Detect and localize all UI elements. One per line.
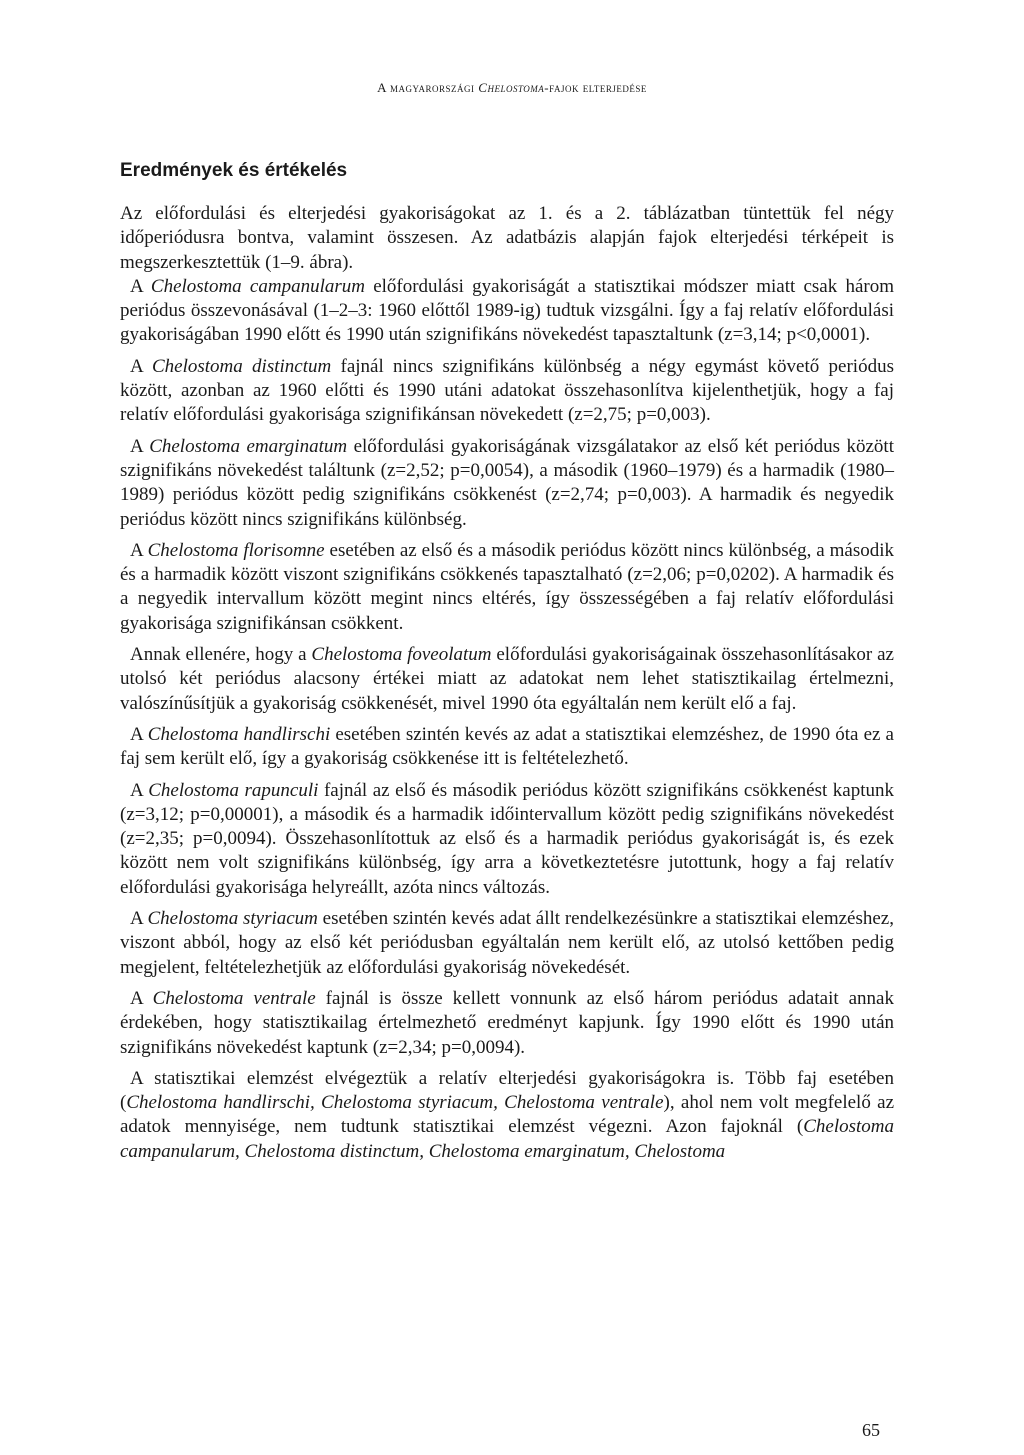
species-name: Chelostoma distinctum [151, 355, 332, 377]
paragraph-text: A [130, 355, 152, 377]
running-head-prefix: A magyarországi [377, 80, 479, 95]
paragraph-text: A [130, 908, 148, 930]
paragraph [120, 202, 894, 275]
paragraph-text: esetében szintén kevés az adat a statisztikai elemzéshez, de 1990 óta ez a faj sem került elő, így a gyakoriság csökkenése itt is feltételezhető. [120, 723, 894, 770]
body-text [120, 202, 894, 1171]
paragraph-text: előfordulási gyakoriságának vizsgálatakor az első két periódus között szignifikáns növekedést találtunk (z=2,52; p=0,0054), a második (1960–1979) és a harmadik (1980–1989) periódus között pedig szignifikáns csökkenést (z=2,74; p=0,003). A harmadik és negyedik periódus között nincs szignifikáns különbség. [120, 435, 894, 530]
paragraph-text: Az előfordulási és elterjedési gyakoriságokat az 1. és a 2. táblázatban tüntettük fel négy időperiódusra bontva, valamint összesen. Az adatbázis alapján fajok elterjedési térképeit is megszerkesztettük (1–9. ábra). [120, 203, 894, 273]
species-name: Chelostoma handlirschi, Chelostoma styriacum, Chelostoma ventrale [126, 1092, 664, 1114]
paragraph [120, 643, 894, 716]
paragraph-text: fajnál nincs szignifikáns különbség a négy egymást követő periódus között, azonban az 1960 előtti és 1990 utáni adatokat összehasonlítva kijelenthetjük, hogy a faj relatív előfordulási gyakorisága szignifikánsan növekedett (z=2,75; p=0,003). [120, 355, 894, 426]
paragraph-text: A [130, 723, 148, 745]
species-name: Chelostoma handlirschi [147, 723, 331, 745]
paragraph-text: A [130, 435, 150, 457]
paragraph-text: fajnál az első és második periódus között szignifikáns csökkenést kaptunk (z=3,12; p=0,00001), a második és a harmadik időintervallum között pedig szignifikáns növekedést (z=2,35; p=0,0094). Összehasonlítottuk az első és a harmadik periódus gyakoriságát is, és ezek között nem volt szignifikáns különbség, így arra a következtetésre jutottunk, hogy a faj relatív előfordulási gyakorisága helyreállt, azóta nincs változás. [120, 779, 894, 898]
paragraph [120, 275, 894, 348]
page-number: 65 [862, 1420, 880, 1440]
paragraph-text: Annak ellenére, hogy a [130, 644, 312, 666]
paragraph-text: fajnál is össze kellett vonnunk az első három periódus adatait annak érdekében, hogy statisztikailag értelmezhető eredményt kapjunk. Így 1990 előtt és 1990 után szignifikáns növekedést kaptunk (z=2,34; p=0,0094). [120, 987, 894, 1058]
paragraph-text: esetében az első és a második periódus között nincs különbség, a második és a harmadik között viszont szignifikáns csökkenés tapasztalható (z=2,06; p=0,0202). A harmadik és a negyedik intervallum között megint nincs eltérés, így összességében a faj relatív előfordulási gyakorisága szignifikánsan csökkent. [120, 539, 894, 634]
paragraph [120, 907, 894, 980]
running-head-suffix: -fajok elterjedése [544, 80, 647, 95]
species-name: Chelostoma florisomne [147, 539, 325, 561]
paragraph-text: előfordulási gyakoriságainak összehasonlításakor az utolsó két periódus alacsony értékei miatt az adatokat nem lehet statisztikailag értelmezni, valószínűsítjük a gyakoriság csökkenését, mivel 1990 óta egyáltalán nem került elő a faj. [120, 644, 894, 714]
species-name: Chelostoma emarginatum [149, 435, 348, 457]
species-name: Chelostoma rapunculi [148, 779, 319, 801]
paragraph-text: ), ahol nem volt megfelelő az adatok mennyisége, nem tudtunk statisztikai elemzést végezni. Azon fajoknál ( [120, 1092, 895, 1138]
species-name: Chelostoma styriacum [147, 908, 318, 930]
paragraph-text: A [130, 275, 151, 297]
paragraph [120, 539, 894, 636]
paragraph-text: A [130, 779, 149, 801]
paragraph [120, 1067, 894, 1164]
paragraph [120, 779, 894, 900]
running-head [0, 80, 1024, 96]
paragraph-text: A [130, 539, 148, 561]
species-name: Chelostoma foveolatum [311, 644, 492, 666]
running-head-genus: Chelostoma [478, 80, 545, 95]
paragraph-text: A [130, 987, 153, 1009]
paragraph-text: előfordulási gyakoriságát a statisztikai módszer miatt csak három periódus összevonásával (1–2–3: 1960 előttől 1989-ig) tudtuk vizsgálni. Így a faj relatív előfordulási gyakoriságában 1990 előtt és 1990 után szignifikáns növekedést tapasztaltunk (z=3,14; p<0,0001). [120, 275, 894, 346]
paragraph-text: A statisztikai elemzést elvégeztük a relatív elterjedési gyakoriságokra is. Több faj esetében ( [120, 1067, 894, 1114]
paragraph [120, 987, 894, 1060]
species-name: Chelostoma campanularum [150, 275, 365, 297]
paragraph [120, 355, 894, 428]
paragraph [120, 723, 894, 772]
section-heading: Eredmények és értékelés [120, 160, 348, 181]
species-name: Chelostoma ventrale [152, 987, 316, 1009]
paragraph-text: esetében szintén kevés adat állt rendelkezésünkre a statisztikai elemzéshez, viszont abból, hogy az első két periódusban egyáltalán nem került elő, az utolsó kettőben pedig megjelent, feltételezhetjük az előfordulási gyakoriság növekedését. [120, 908, 894, 978]
species-name: Chelostoma campanularum, Chelostoma distinctum, Chelostoma emarginatum, Chelostoma [120, 1116, 894, 1162]
paragraph [120, 435, 894, 532]
